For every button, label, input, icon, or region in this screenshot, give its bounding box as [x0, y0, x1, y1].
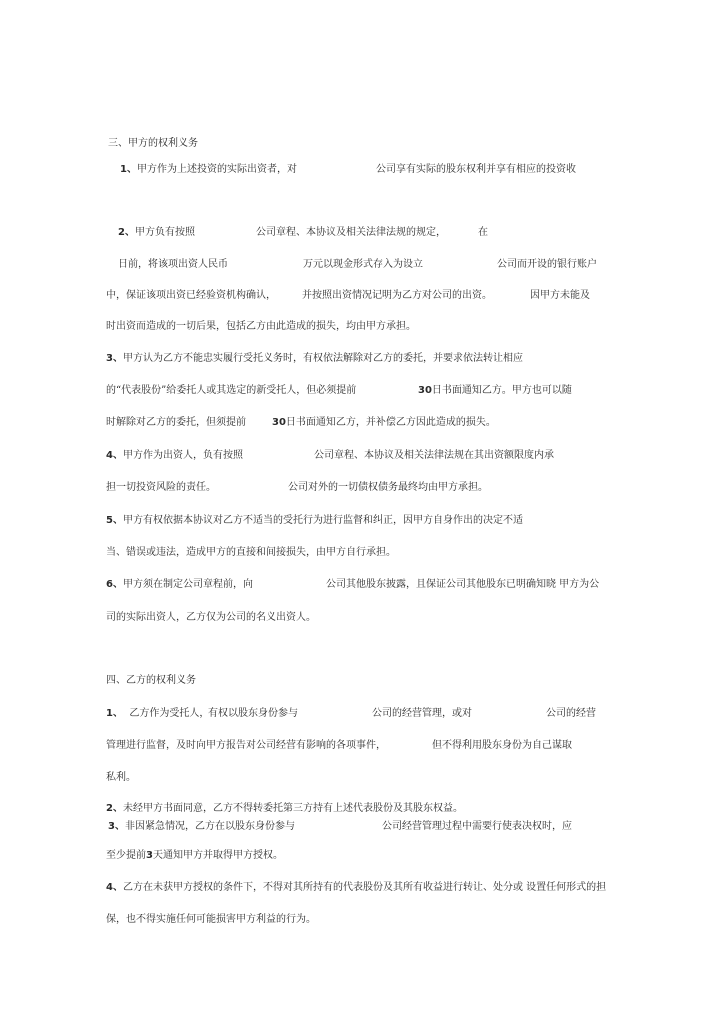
s3-item-3-days-2: 30	[272, 417, 286, 428]
s3-item-3-line-2b	[418, 384, 572, 398]
s3-item-1-line-1	[120, 163, 297, 177]
s4-item-3-text-a: 非因紧急情况，乙方在以股东身份参与	[124, 821, 295, 832]
s3-item-5-line-2: 当、错误或违法，造成甲方的直接和间接损失，由甲方自行承担。	[106, 547, 396, 558]
s3-item-2-line-4: 时出资而造成的一切后果，包括乙方由此造成的损失，均由甲方承担。	[106, 321, 416, 332]
s3-item-2-text-c: 在	[478, 227, 488, 238]
section-4-heading: 四、乙方的权利义务	[106, 675, 196, 686]
s4-item-3-days: 3	[146, 850, 153, 861]
s4-item-2-line-1	[106, 802, 463, 816]
s3-item-6-line-1b: 公司其他股东披露，且保证公司其他股东已明确知晓 甲方为公	[326, 579, 600, 590]
s4-item-2-text: 未经甲方书面同意，乙方不得转委托第三方持有上述代表股份及其股东权益。	[122, 803, 463, 814]
s3-item-2-line-2a: 日前，将该项出资人民币	[118, 259, 228, 270]
s3-item-4-line-2a: 担一切投资风险的责任。	[106, 482, 216, 493]
s3-item-1-text-a: 甲方作为上述投资的实际出资者，对	[136, 164, 297, 175]
s3-item-2-line-2b: 万元以现金形式存入为设立	[303, 259, 423, 270]
s3-item-4-text-a: 甲方作为出资人，负有按照	[122, 450, 243, 461]
s3-item-6-line-2: 司的实际出资人，乙方仅为公司的名义出资人。	[106, 612, 316, 623]
s4-item-4-line-2: 保，也不得实施任何可能损害甲方利益的行为。	[106, 914, 316, 925]
s3-item-6-number: 6、	[106, 579, 123, 590]
s3-item-2-number: 2、	[118, 227, 135, 238]
s3-item-6-text-a: 甲方须在制定公司章程前，向	[122, 579, 253, 590]
s3-item-3-line-3b	[272, 416, 496, 430]
s4-item-1-text-a: 乙方作为受托人，	[129, 708, 210, 719]
s4-item-4-line-1	[106, 881, 606, 895]
s3-item-2-line-3c: 因甲方未能及	[530, 290, 590, 301]
s4-item-3-line-1b: 公司经营管理过程中需要行使表决权时，应	[382, 821, 572, 832]
s3-item-3-number: 3、	[106, 353, 123, 364]
s3-item-3-line-1	[106, 352, 523, 366]
s3-item-3-line-2a: 的“代表股份”给委托人或其选定的新受托人，但必须提前	[106, 385, 357, 396]
s3-item-3-days-1: 30	[418, 385, 432, 396]
s3-item-5-text: 甲方有权依据本协议对乙方不适当的受托行为进行监督和纠正，因甲方自身作出的决定不适	[122, 515, 523, 526]
s3-item-4-line-1a	[106, 449, 243, 463]
s4-item-2-number: 2、	[106, 803, 123, 814]
s3-item-1-text-b: 公司享有实际的股东权利并享有相应的投资收	[376, 164, 576, 175]
s4-item-3-line-2	[106, 849, 283, 863]
s3-item-2-line-3b: 并按照出资情况记明为乙方对公司的出资。	[302, 290, 492, 301]
s3-item-1-number: 1、	[120, 164, 137, 175]
s4-item-1-line-1d: 公司的经营	[546, 708, 596, 719]
s4-item-3-line-1a	[108, 820, 295, 834]
s4-item-3-text-b: 至少提前	[106, 850, 146, 861]
s4-item-3-number: 3、	[108, 821, 125, 832]
s4-item-1-line-1c: 公司的经营管理，或对	[372, 708, 472, 719]
s4-item-3-text-c: 天通知甲方并取得甲方授权。	[152, 850, 283, 861]
s3-item-2-text-a: 甲方负有按照	[134, 227, 195, 238]
s3-item-2-line-2c: 公司而开设的银行账户	[497, 259, 597, 270]
s3-item-3-text: 甲方认为乙方不能忠实履行受托义务时，有权依法解除对乙方的委托，并要求依法转让相应	[122, 353, 523, 364]
s3-item-5-line-1	[106, 514, 523, 528]
s4-item-1-line-2b: 但不得利用股东身份为自己谋取	[432, 740, 572, 751]
s4-item-1-number: 1、	[106, 708, 123, 719]
s3-item-3-line-3b-text: 日书面通知乙方，并补偿乙方因此造成的损失。	[285, 417, 496, 428]
s3-item-5-number: 5、	[106, 515, 123, 526]
s3-item-2-line-1	[118, 226, 195, 240]
s3-item-4-line-2b: 公司对外的一切债权债务最终均由甲方承担。	[288, 482, 488, 493]
s4-item-4-number: 4、	[106, 882, 123, 893]
s3-item-6-line-1a	[106, 578, 253, 592]
s3-item-4-number: 4、	[106, 450, 123, 461]
s4-item-1-line-2a: 管理进行监督，及时向甲方报告对公司经营有影响的各项事件，	[106, 740, 386, 751]
s3-item-2-text-b: 公司章程、本协议及相关法律法规的规定，	[256, 227, 446, 238]
s4-item-1-line-1b: 有权以股东身份参与	[208, 708, 298, 719]
s4-item-1-line-1a	[106, 707, 209, 721]
s3-item-4-line-1b: 公司章程、本协议及相关法律法规在其出资额限度内承	[314, 450, 554, 461]
s4-item-1-line-3: 私利。	[106, 772, 136, 783]
s3-item-2-line-3a: 中，保证该项出资已经验资机构确认，	[106, 290, 276, 301]
s3-item-3-line-3a: 时解除对乙方的委托，但须提前	[106, 417, 246, 428]
section-3-heading: 三、甲方的权利义务	[108, 138, 198, 149]
s4-item-4-text: 乙方在未获甲方授权的条件下，不得对其所持有的代表股份及其所有收益进行转让、处分或 设置任何形式的担	[122, 882, 607, 893]
s3-item-3-line-2b-text: 日书面通知乙方。甲方也可以随	[431, 385, 572, 396]
